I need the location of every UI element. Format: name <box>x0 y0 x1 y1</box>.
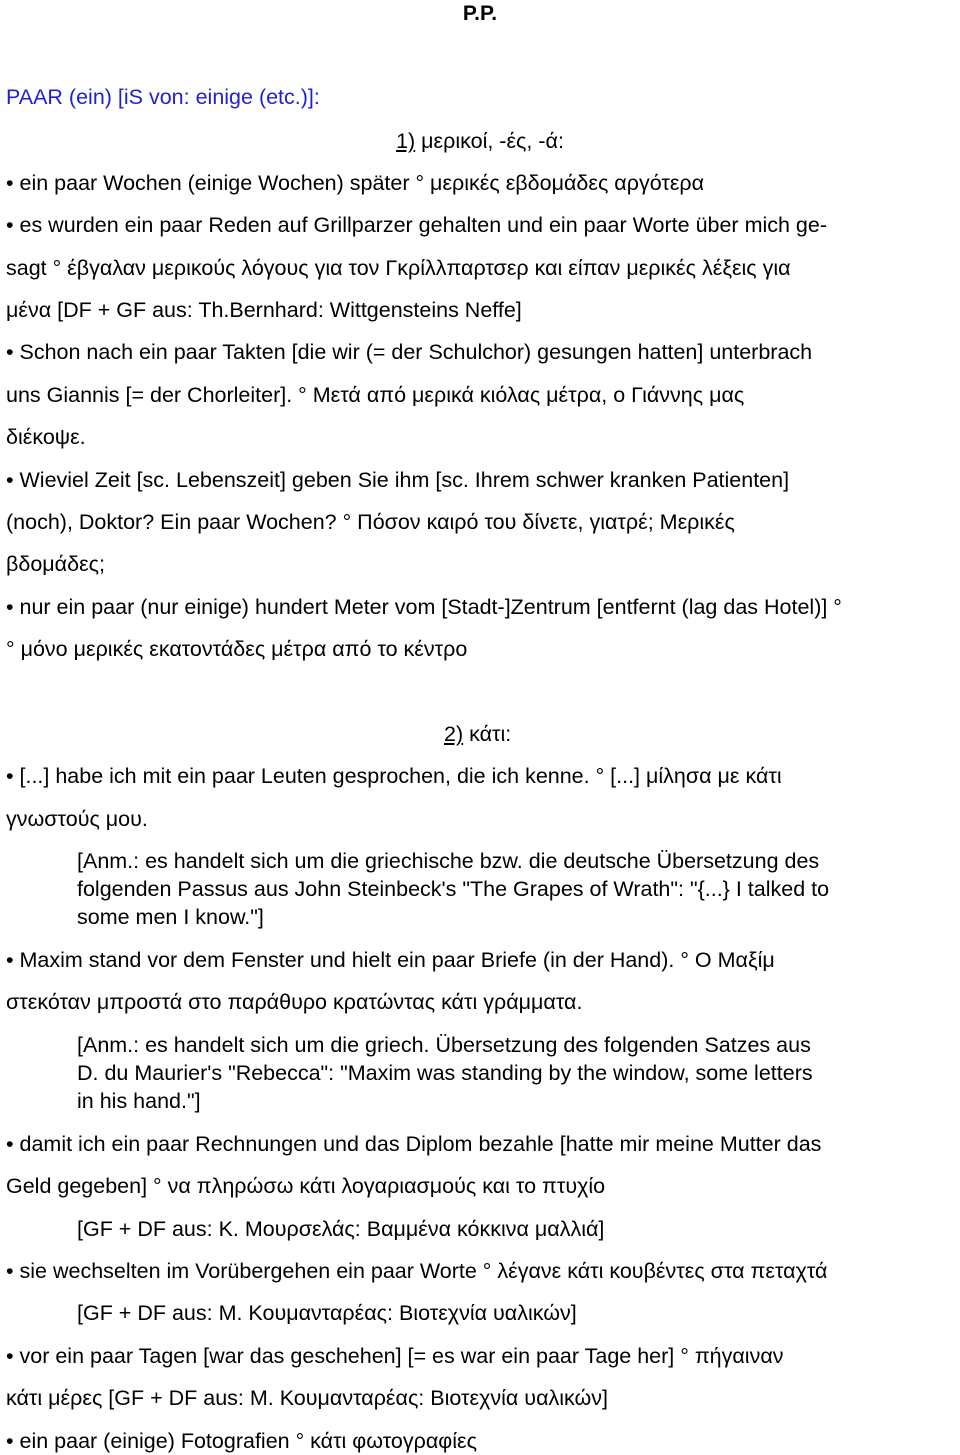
source-line: [GF + DF aus: M. Κουμανταρέας: Βιοτεχνία υαλικών] <box>77 1301 577 1325</box>
section-1-heading <box>0 128 960 154</box>
example-line: • es wurden ein paar Reden auf Grillparzer gehalten und ein paar Worte über mich ge- <box>6 213 828 237</box>
example-line: • ein paar Wochen (einige Wochen) später ° μερικές εβδομάδες αργότερα <box>6 171 705 195</box>
example-line: • ein paar (einige) Fotografien ° κάτι φωτογραφίες <box>6 1429 477 1453</box>
note-line: in his hand."] <box>77 1089 201 1113</box>
page-title: P.P. <box>462 2 498 25</box>
example-line: • damit ich ein paar Rechnungen und das Diplom bezahle [hatte mir meine Mutter das <box>6 1132 822 1156</box>
section-2-number: 2) <box>444 722 464 746</box>
example-line: κάτι μέρες [GF + DF aus: M. Κουμανταρέας: Βιοτεχνία υαλικών] <box>6 1386 609 1410</box>
example-line: • sie wechselten im Vorübergehen ein paar Worte ° λέγανε κάτι κουβέντες στα πεταχτά <box>6 1259 828 1283</box>
example-line: στεκόταν μπροστά στο παράθυρο κρατώντας κάτι γράμματα. <box>6 990 583 1014</box>
example-line: uns Giannis [= der Chorleiter]. ° Μετά από μερικά κιόλας μέτρα, ο Γιάννης μας <box>6 383 745 407</box>
example-line: • [...] habe ich mit ein paar Leuten gesprochen, die ich kenne. ° [...] μίλησα με κάτι <box>6 764 782 788</box>
example-line: • Wieviel Zeit [sc. Lebenszeit] geben Sie ihm [sc. Ihrem schwer kranken Patienten] <box>6 468 790 492</box>
example-line: sagt ° έβγαλαν μερικούς λόγους για τον Γκρίλλπαρτσερ και είπαν μερικές λέξεις για <box>6 256 791 280</box>
headword-rest: [iS von: einige (etc.)]: <box>111 85 320 109</box>
example-line: • Maxim stand vor dem Fenster und hielt ein paar Briefe (in der Hand). ° Ο Μαξίμ <box>6 948 775 972</box>
headword: PAAR (ein) <box>6 85 112 109</box>
note-line: [Anm.: es handelt sich um die griechische bzw. die deutsche Übersetzung des <box>77 849 820 873</box>
example-line: βδομάδες; <box>6 552 105 576</box>
note-line: folgenden Passus aus John Steinbeck's "The Grapes of Wrath": "{...} I talked to <box>77 877 830 901</box>
example-line: • vor ein paar Tagen [war das geschehen] [= es war ein paar Tage her] ° πήγαιναν <box>6 1344 784 1368</box>
example-line: • Schon nach ein paar Takten [die wir (= der Schulchor) gesungen hatten] unterbrach <box>6 340 813 364</box>
example-line: • nur ein paar (nur einige) hundert Meter vom [Stadt-]Zentrum [entfernt (lag das Hotel)] ° <box>6 595 842 619</box>
note-line: [Anm.: es handelt sich um die griech. Übersetzung des folgenden Satzes aus <box>77 1033 811 1057</box>
source-line: [GF + DF aus: K. Μουρσελάς: Βαμμένα κόκκινα μαλλιά] <box>77 1217 605 1241</box>
section-2-label: κάτι: <box>463 722 512 746</box>
note-line: some men I know."] <box>77 905 264 929</box>
section-1-number: 1) <box>396 129 416 153</box>
entry-heading <box>6 84 960 110</box>
source-line: μένα [DF + GF aus: Th.Bernhard: Wittgensteins Neffe] <box>6 298 522 322</box>
note-line: D. du Maurier's "Rebecca": "Maxim was standing by the window, some letters <box>77 1061 813 1085</box>
section-1-label: μερικοί, -ές, -ά: <box>415 129 564 153</box>
section-2-heading <box>444 721 960 747</box>
example-line: Geld gegeben] ° να πληρώσω κάτι λογαριασμούς και το πτυχίο <box>6 1174 606 1198</box>
example-line: γνωστούς μου. <box>6 807 148 831</box>
example-line: ° μόνο μερικές εκατοντάδες μέτρα από το κέντρο <box>6 637 468 661</box>
example-line: διέκοψε. <box>6 425 86 449</box>
example-line: (noch), Doktor? Ein paar Wochen? ° Πόσον καιρό του δίνετε, γιατρέ; Μερικές <box>6 510 735 534</box>
